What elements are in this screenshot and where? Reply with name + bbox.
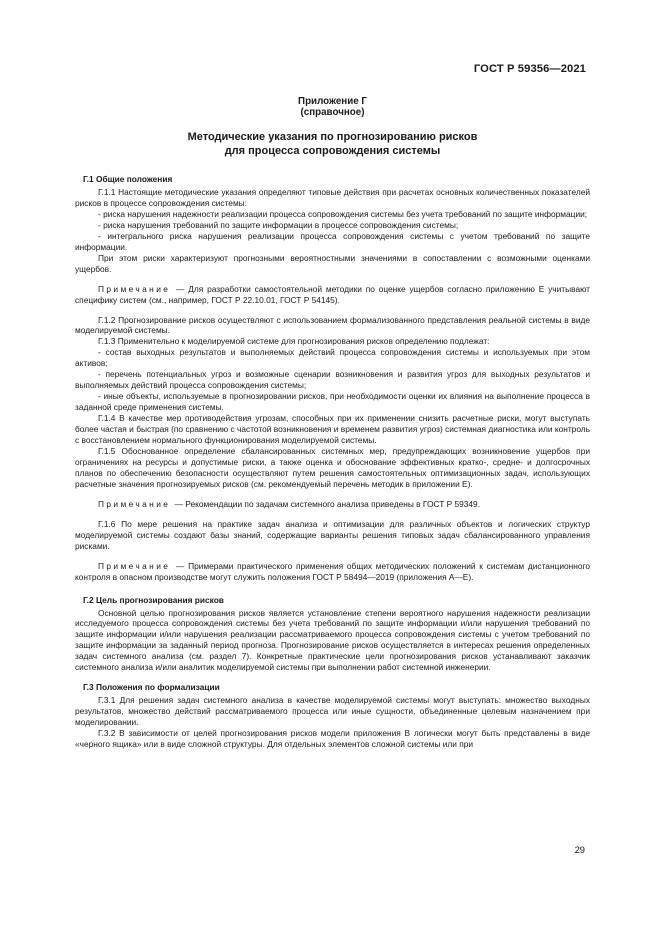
- annex-heading: [75, 96, 590, 118]
- paragraph-g1-5: Г.1.5 Обоснованное определение сбалансированных системных мер, предупреждающих возникновение ущербов при ограничениях на ресурсы и допустимые риски, а также оценка и обоснование эффективных кратко-, средне- и долгосрочных планов по обеспечению безопасности осуществляют путем решения самостоятельных оптимизационных задач, использующих расчетные значения прогнозируемых рисков (см. рекомендуемый перечень методик в приложении Е).: [75, 445, 590, 489]
- document-title: [75, 130, 590, 158]
- paragraph-g1-4: Г.1.4 В качестве мер противодействия угрозам, способных при их применении снизить расчетные риски, могут выступать более частая и быстрая (по сравнению с частотой возникновения и временем развития угроз) системная диагностика или контроль с восстановлением нормального функционирования моделируемой системы.: [75, 413, 590, 446]
- document-body: [75, 174, 590, 750]
- standard-number: ГОСТ Р 59356—2021: [473, 63, 586, 75]
- list-item: - интегрального риска нарушения реализации процесса сопровождения системы с учетом требований по защите информации.: [75, 230, 590, 252]
- note-label: Примечание: [98, 283, 171, 294]
- section-heading-g3: Г.3 Положения по формализации: [83, 682, 220, 693]
- note-2: [75, 499, 590, 510]
- document-title-line-1: Методические указания по прогнозированию рисков: [187, 131, 478, 143]
- list-item: - состав выходных результатов и выполняемых действий процесса сопровождения системы и используемых при этом активов;: [75, 347, 590, 369]
- section-heading-g1: Г.1 Общие положения: [83, 174, 173, 184]
- page-number: 29: [574, 844, 585, 855]
- note-label: Примечание: [98, 498, 171, 509]
- list-item: - риска нарушения требований по защите информации в процессе сопровождения системы;: [98, 219, 459, 230]
- list-item: - иные объекты, используемые в прогнозировании рисков, при необходимости оценки их влияния на выполнение процесса в заданной среде применения системы.: [75, 391, 590, 413]
- annex-title: Приложение Г: [298, 96, 367, 107]
- document-title-line-2: для процесса сопровождения системы: [224, 145, 441, 157]
- section-heading-g2: Г.2 Цель прогнозирования рисков: [83, 594, 224, 605]
- paragraph-g1-2: Г.1.2 Прогнозирование рисков осуществляют с использованием формализованного представления реальной системы в виде моделируемой системы.: [75, 314, 590, 336]
- list-item: - риска нарушения надежности реализации процесса сопровождения системы без учета требований по защите информации;: [98, 208, 588, 219]
- paragraph-g3-1: Г.3.1 Для решения задач системного анализа в качестве моделируемой системы могут выступать: множество выходных результатов, множество действий рассматриваемого процесса или иные сущности, объединенные целевым назначением при моделировании.: [75, 695, 590, 728]
- paragraph: При этом риски характеризуют прогнозными вероятностными значениями в сопоставлении с возможными оценками ущербов.: [75, 252, 590, 274]
- paragraph-g1-1: Г.1.1 Настоящие методические указания определяют типовые действия при расчетах основных количественных показателей рисков в процессе сопровождения системы:: [75, 187, 590, 208]
- note-text: — Для разработки самостоятельной методики по оценке ущербов согласно приложению Е учитывают специфику систем (см., например, ГОСТ Р 22.10.01, ГОСТ Р 54145).: [75, 283, 590, 305]
- note-text: — Рекомендации по задачам системного анализа приведены в ГОСТ Р 59349.: [174, 498, 481, 509]
- note-text: — Примерами практического применения общих методических положений к системам дистанционного контроля в опасном производстве могут служить положения ГОСТ Р 58494—2019 (приложения А—Е).: [75, 560, 590, 582]
- paragraph-g1-3: Г.1.3 Применительно к моделируемой системе для прогнозирования рисков определению подлежат:: [98, 336, 490, 347]
- list-item: - перечень потенциальных угроз и возможные сценарии возникновения и развития угроз для выходных результатов и выполняемых действий процесса сопровождения системы;: [75, 369, 590, 391]
- paragraph-g3-2: Г.3.2 В зависимости от целей прогнозирования рисков модели приложения В логически могут быть представлены в виде «черного ящика» или в виде сложной структуры. Для отдельных элементов сложной системы или при: [75, 728, 590, 750]
- note-3: [75, 561, 590, 583]
- note-1: [75, 284, 590, 306]
- note-label: Примечание: [98, 560, 171, 571]
- paragraph-g2: Основной целью прогнозирования рисков является установление степени вероятного нарушения надежности реализации исследуемого процесса сопровождения системы без учета требований по защите информации и/или нарушения требований по защите информации и/или нарушения реализации рассматриваемого процесса сопровождения системы с учетом требований по защите информации за заданный период прогноза. Прогнозирование рисков осуществляется в интересах решения определенных задач системного анализа (см. раздел 7). Конкретные практические цели прогнозирования рисков устанавливают заказчик системного анализа и/или аналитик моделируемой системы при выполнении работ системной инженерии.: [75, 607, 590, 673]
- paragraph-g1-6: Г.1.6 По мере решения на практике задач анализа и оптимизации для различных объектов и логических структур моделируемой системы создают базы знаний, содержащие варианты решения типовых задач сбалансированного управления рисками.: [75, 518, 590, 551]
- annex-subtitle: (справочное): [300, 107, 365, 118]
